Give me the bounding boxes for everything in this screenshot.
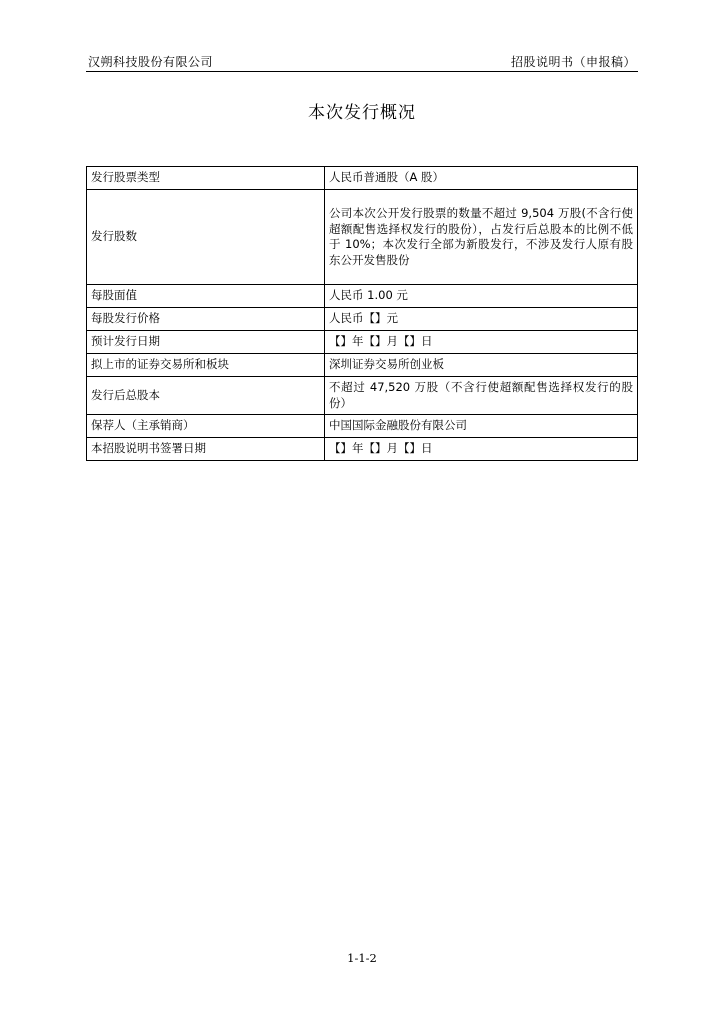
row-label: 发行后总股本 [87,377,325,415]
table-row [87,167,638,190]
table-row [87,438,638,461]
row-label: 发行股票类型 [87,167,325,190]
table-row [87,377,638,415]
offering-overview-table [86,166,638,461]
row-value: 人民币【】元 [325,308,638,331]
table-row [87,354,638,377]
row-label: 保荐人（主承销商） [87,415,325,438]
row-value: 不超过 47,520 万股（不含行使超额配售选择权发行的股份） [325,377,638,415]
document-type: 招股说明书（申报稿） [510,55,636,69]
table-row [87,331,638,354]
table-row [87,415,638,438]
company-name: 汉朔科技股份有限公司 [88,55,214,69]
row-label: 本招股说明书签署日期 [87,438,325,461]
row-value: 中国国际金融股份有限公司 [325,415,638,438]
row-label: 每股发行价格 [87,308,325,331]
row-value: 公司本次公开发行股票的数量不超过 9,504 万股(不含行使超额配售选择权发行的股份），占发行后总股本的比例不低于 10%；本次发行全部为新股发行，不涉及发行人原有股东公开发售股份 [325,190,638,285]
row-value: 人民币 1.00 元 [325,285,638,308]
row-value: 深圳证券交易所创业板 [325,354,638,377]
row-label: 每股面值 [87,285,325,308]
row-label: 预计发行日期 [87,331,325,354]
row-value: 【】年【】月【】日 [325,438,638,461]
row-label: 发行股数 [87,190,325,285]
row-value: 人民币普通股（A 股） [325,167,638,190]
table-row [87,285,638,308]
page-header [86,51,638,72]
page-title: 本次发行概况 [308,103,416,123]
row-value: 【】年【】月【】日 [325,331,638,354]
table-row [87,308,638,331]
page-number: 1-1-2 [347,951,377,965]
row-label: 拟上市的证券交易所和板块 [87,354,325,377]
table-row [87,190,638,285]
